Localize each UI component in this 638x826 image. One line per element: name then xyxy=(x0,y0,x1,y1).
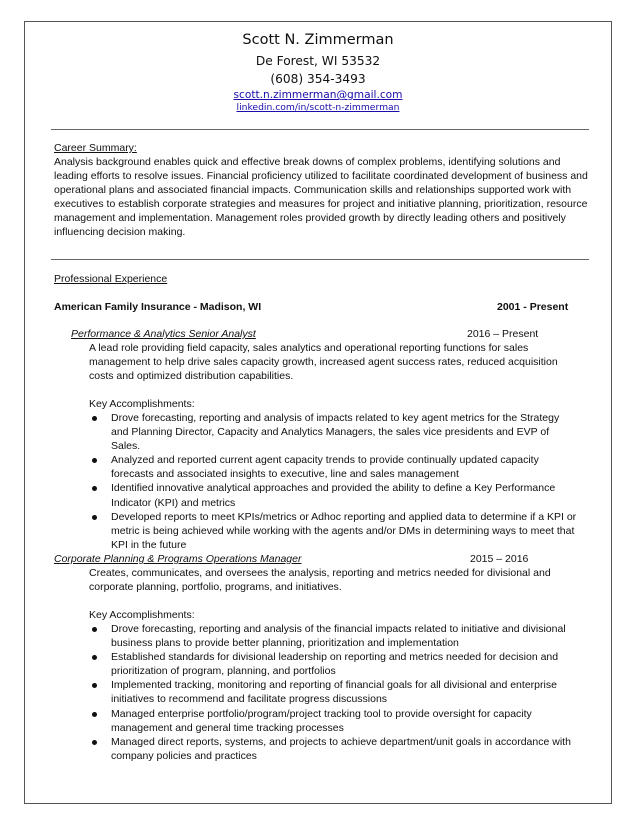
bullet-icon xyxy=(92,458,97,463)
candidate-phone: (608) 354-3493 xyxy=(270,72,366,86)
role-description: Creates, communicates, and oversees the analysis, reporting and metrics needed for divisional and corporate planning, portfolio, programs, and initiatives. xyxy=(89,567,551,594)
bullet-icon xyxy=(92,655,97,660)
candidate-name: Scott N. Zimmerman xyxy=(242,32,394,48)
list-item xyxy=(89,481,579,509)
summary-heading: Career Summary: xyxy=(54,142,137,154)
experience-heading: Professional Experience xyxy=(54,273,168,285)
employer-name: American Family Insurance - Madison, WI xyxy=(54,301,262,313)
bullet-text: Managed direct reports, systems, and projects to achieve department/unit goals in accordance with company policies and practices xyxy=(111,735,571,762)
resume-page xyxy=(24,21,612,804)
candidate-location: De Forest, WI 53532 xyxy=(255,54,381,68)
bullet-text: Developed reports to meet KPIs/metrics or Adhoc reporting and applied data to determine if a KPI or metric is being achieved while working with the agents and/or DMs in determining ways to meet that KPI in the future xyxy=(111,510,577,551)
email-link[interactable]: scott.n.zimmerman@gmail.com xyxy=(233,89,403,101)
accomplishments-list xyxy=(89,622,579,763)
bullet-icon xyxy=(92,627,97,632)
section-divider xyxy=(51,259,589,260)
bullet-icon xyxy=(92,515,97,520)
employer-dates: 2001 - Present xyxy=(497,301,569,313)
list-item xyxy=(89,411,579,453)
bullet-text: Analyzed and reported current agent capacity trends to provide continually updated capacity forecasts and associated insights to executive, line and sales management xyxy=(111,454,539,481)
role-title: Corporate Planning & Programs Operations Manager xyxy=(54,553,302,565)
bullet-text: Identified innovative analytical approaches and provided the ability to define a Key Performance Indicator (KPI) and metrics xyxy=(111,482,556,509)
bullet-icon xyxy=(92,416,97,421)
list-item xyxy=(89,650,579,678)
role-title: Performance & Analytics Senior Analyst xyxy=(71,328,256,340)
bullet-text: Managed enterprise portfolio/program/project tracking tool to provide oversight for capacity management and general time tracking processes xyxy=(111,707,532,734)
section-divider xyxy=(51,129,589,130)
accomplishments-list xyxy=(89,411,579,552)
summary-text: Analysis background enables quick and effective break downs of complex problems, identifying solutions and leading efforts to resolve issues. Financial proficiency utilized to facilitate coordinated development of business and operational plans and associated financial impacts. Communication skills and relationships supported work with executives to establish corporate strategies and measures for project and initiative planning, prioritization, resource management and implementation. Management roles provided growth by directly leading others and positively influencing decision making. xyxy=(54,156,588,239)
bullet-icon xyxy=(92,712,97,717)
list-item xyxy=(89,678,579,706)
list-item xyxy=(89,622,579,650)
linkedin-link[interactable]: linkedin.com/in/scott-n-zimmerman xyxy=(236,102,400,113)
bullet-icon xyxy=(92,740,97,745)
list-item xyxy=(89,453,579,481)
bullet-icon xyxy=(92,486,97,491)
accomplishments-label: Key Accomplishments: xyxy=(89,609,195,621)
bullet-text: Drove forecasting, reporting and analysis of impacts related to key agent metrics for the Strategy and Planning Director, Capacity and Analytics Managers, the sales vice presidents and EVP of Sales. xyxy=(111,412,560,453)
bullet-text: Implemented tracking, monitoring and reporting of financial goals for all divisional and enterprise initiatives to recommend and facilitate progress discussions xyxy=(111,679,557,706)
list-item xyxy=(89,510,579,552)
list-item xyxy=(89,707,579,735)
bullet-text: Drove forecasting, reporting and analysis of the financial impacts related to initiative and divisional business plans to provide better planning, prioritization and implementation xyxy=(111,623,566,650)
list-item xyxy=(89,735,579,763)
bullet-icon xyxy=(92,683,97,688)
role-dates: 2015 – 2016 xyxy=(470,553,529,565)
role-dates: 2016 – Present xyxy=(467,328,539,340)
bullet-text: Established standards for divisional leadership on reporting and metrics needed for decision and prioritization of program, planning, and portfolios xyxy=(111,651,559,678)
accomplishments-label: Key Accomplishments: xyxy=(89,398,195,410)
role-description: A lead role providing field capacity, sales analytics and operational reporting functions for sales management to help drive sales capacity growth, increased agent success rates, reduced acquisition costs and optimized distribution capabilities. xyxy=(89,342,558,383)
